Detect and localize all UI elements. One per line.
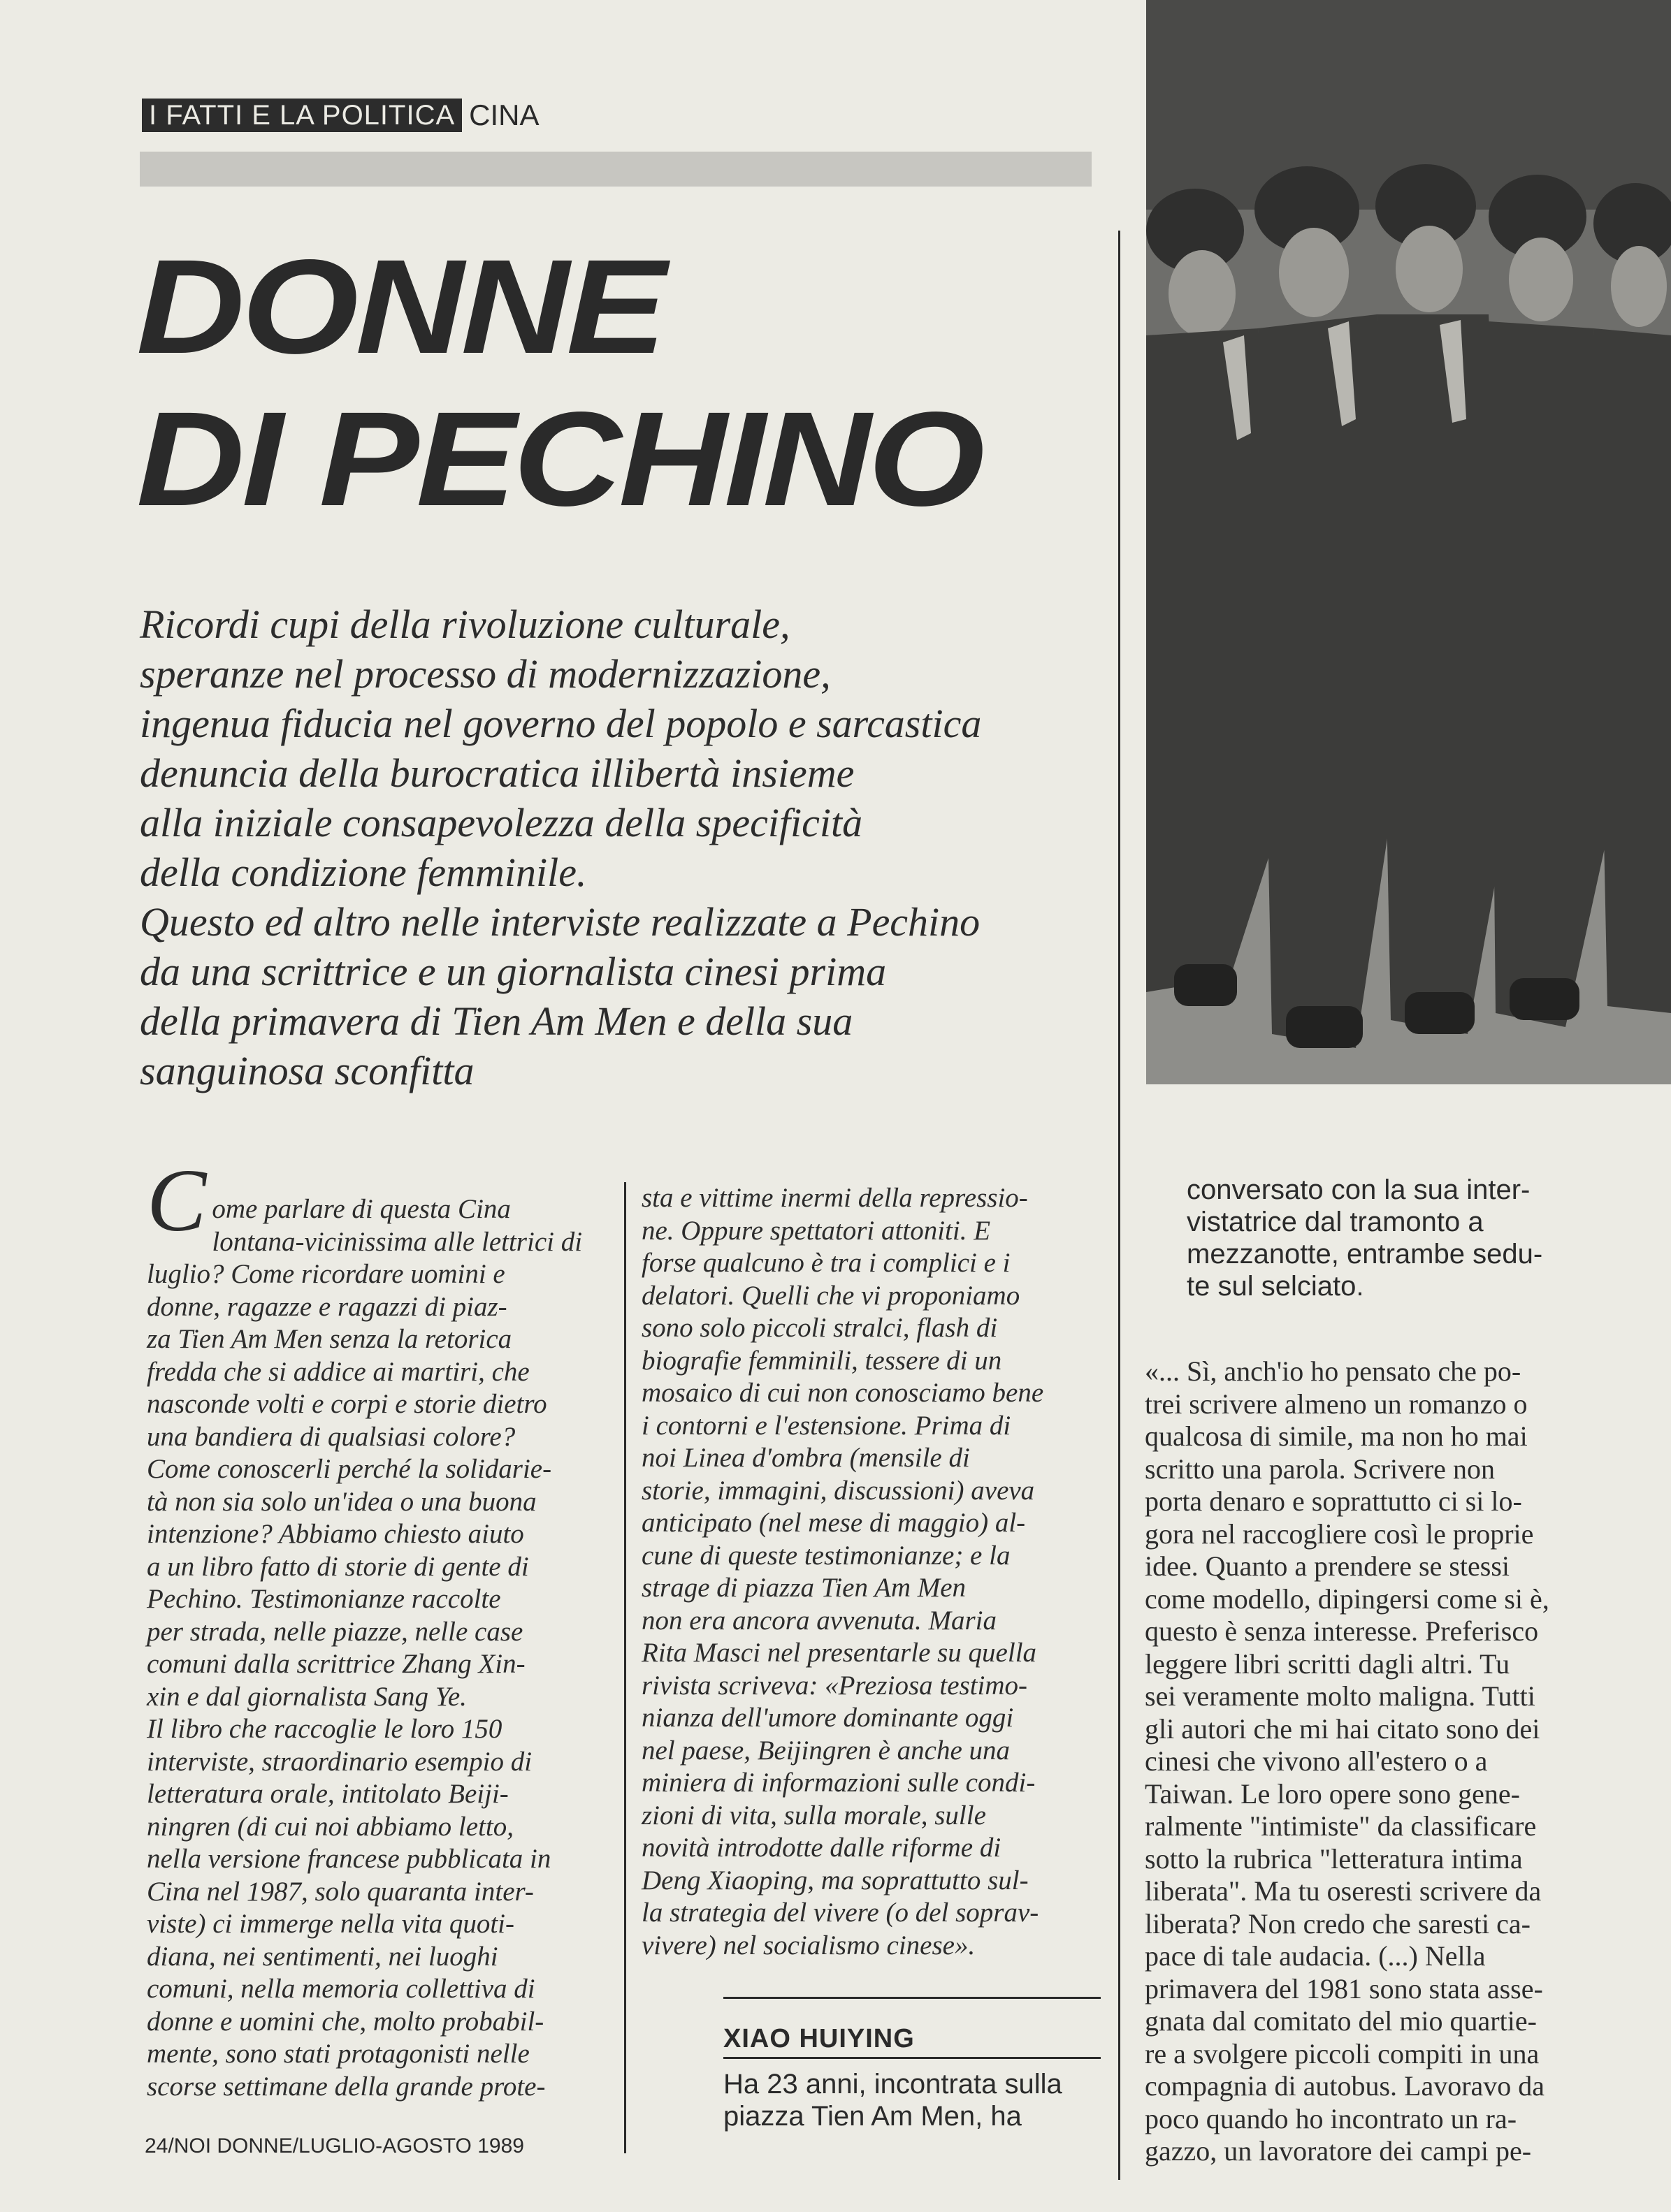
column-2 bbox=[642, 1182, 1103, 1962]
body-line: una bandiera di qualsiasi colore? bbox=[147, 1421, 516, 1452]
column-1 bbox=[147, 1151, 601, 2103]
body-line: nella versione francese pubblicata in bbox=[147, 1844, 551, 1874]
body-line: compagnia di autobus. Lavoravo da bbox=[1145, 2070, 1545, 2102]
body-line: a un libro fatto di storie di gente di bbox=[147, 1551, 529, 1582]
dek-line: sanguinosa sconfitta bbox=[140, 1048, 475, 1093]
body-line: mosaico di cui non conosciamo bene bbox=[642, 1378, 1044, 1408]
body-line: storie, immagini, discussioni) aveva bbox=[642, 1475, 1035, 1506]
headline-line-2: DI PECHINO bbox=[136, 384, 982, 534]
body-line: scritto una parola. Scrivere non bbox=[1145, 1453, 1495, 1485]
section-header bbox=[142, 98, 540, 133]
body-line: i contorni e l'estensione. Prima di bbox=[642, 1410, 1011, 1441]
intro-line: te sul selciato. bbox=[1187, 1271, 1364, 1302]
body-line: vivere) nel socialismo cinese». bbox=[642, 1930, 976, 1960]
body-line: forse qualcuno è tra i complici e i bbox=[642, 1248, 1011, 1278]
dek-line: denuncia della burocratica illibertà insieme bbox=[140, 750, 855, 796]
body-line: comuni dalla scrittrice Zhang Xin- bbox=[147, 1649, 526, 1679]
body-line: scorse settimane della grande prote- bbox=[147, 2071, 546, 2102]
intro-line: conversato con la sua inter- bbox=[1187, 1174, 1531, 1205]
body-line: gnata dal comitato del mio quartie- bbox=[1145, 2005, 1537, 2037]
body-line: qualcosa di simile, ma non ho mai bbox=[1145, 1420, 1528, 1452]
column-3 bbox=[1145, 1355, 1606, 2168]
body-line: ome parlare di questa Cina bbox=[212, 1194, 511, 1224]
body-line: pace di tale audacia. (...) Nella bbox=[1145, 1940, 1486, 1972]
soldiers-photo bbox=[1146, 0, 1671, 1084]
body-line: mente, sono stati protagonisti nelle bbox=[147, 2039, 530, 2069]
page-footer: 24/NOI DONNE/LUGLIO-AGOSTO 1989 bbox=[145, 2134, 524, 2158]
body-line: primavera del 1981 sono stata asse- bbox=[1145, 1972, 1543, 2004]
intro-line: vistatrice dal tramonto a bbox=[1187, 1207, 1484, 1237]
body-line: lontana-vicinissima alle lettrici di bbox=[212, 1226, 583, 1257]
header-gray-bar bbox=[140, 152, 1092, 187]
body-line: trei scrivere almeno un romanzo o bbox=[1145, 1388, 1528, 1420]
body-line: porta denaro e soprattutto ci si lo- bbox=[1145, 1485, 1522, 1517]
dek-line: della primavera di Tien Am Men e della sua bbox=[140, 998, 853, 1044]
body-line: Taiwan. Le loro opere sono gene- bbox=[1145, 1777, 1520, 1810]
body-line: xin e dal giornalista Sang Ye. bbox=[147, 1681, 467, 1712]
dek bbox=[140, 599, 1104, 1096]
body-line: nianza dell'umore dominante oggi bbox=[642, 1703, 1014, 1733]
interviewee-rule bbox=[723, 2057, 1101, 2059]
column-2-end-rule bbox=[723, 1997, 1101, 1999]
body-line: noi Linea d'ombra (mensile di bbox=[642, 1443, 970, 1473]
body-line: sta e vittime inermi della repressio- bbox=[642, 1183, 1028, 1213]
column-rule-left bbox=[624, 1182, 626, 2153]
interviewee-name: XIAO HUIYING bbox=[723, 2024, 915, 2053]
body-line: idee. Quanto a prendere se stessi bbox=[1145, 1550, 1510, 1582]
body-line: Pechino. Testimonianze raccolte bbox=[147, 1584, 501, 1614]
headline-line-1: DONNE bbox=[136, 231, 664, 381]
body-line: gora nel raccogliere così le proprie bbox=[1145, 1518, 1534, 1550]
section-name: CINA bbox=[469, 99, 540, 131]
body-line: Il libro che raccoglie le loro 150 bbox=[147, 1714, 502, 1744]
body-line: per strada, nelle piazze, nelle case bbox=[147, 1616, 523, 1647]
body-line: intenzione? Abbiamo chiesto aiuto bbox=[147, 1519, 524, 1549]
body-line: luglio? Come ricordare uomini e bbox=[147, 1259, 505, 1289]
body-line: re a svolgere piccoli compiti in una bbox=[1145, 2037, 1540, 2069]
body-line: strage di piazza Tien Am Men bbox=[642, 1573, 967, 1603]
body-line: diana, nei sentimenti, nei luoghi bbox=[147, 1941, 498, 1972]
body-line: Come conoscerli perché la solidarie- bbox=[147, 1454, 552, 1484]
body-line: fredda che si addice ai martiri, che bbox=[147, 1356, 530, 1387]
body-line: za Tien Am Men senza la retorica bbox=[147, 1324, 512, 1354]
body-line: donne, ragazze e ragazzi di piaz- bbox=[147, 1291, 507, 1322]
body-line: Deng Xiaoping, ma soprattutto sul- bbox=[642, 1865, 1029, 1896]
body-line: miniera di informazioni sulle condi- bbox=[642, 1768, 1036, 1798]
body-line: anticipato (nel mese di maggio) al- bbox=[642, 1508, 1026, 1538]
body-line: ralmente "intimiste" da classificare bbox=[1145, 1810, 1537, 1842]
body-line: liberata? Non credo che saresti ca- bbox=[1145, 1907, 1531, 1940]
body-line: sono solo piccoli stralci, flash di bbox=[642, 1313, 998, 1343]
body-line: ningren (di cui noi abbiamo letto, bbox=[147, 1811, 514, 1842]
body-line: cinesi che vivono all'estero o a bbox=[1145, 1745, 1488, 1777]
dek-line: speranze nel processo di modernizzazione, bbox=[140, 651, 831, 697]
body-line: come modello, dipingersi come si è, bbox=[1145, 1582, 1549, 1615]
body-line: novità introdotte dalle riforme di bbox=[642, 1833, 1001, 1863]
body-line: nasconde volti e corpi e storie dietro bbox=[147, 1389, 547, 1419]
body-line: biografie femminili, tessere di un bbox=[642, 1345, 1002, 1376]
body-line: sotto la rubrica "letteratura intima bbox=[1145, 1842, 1523, 1875]
dek-line: Questo ed altro nelle interviste realizzate a Pechino bbox=[140, 899, 981, 945]
dek-line: ingenua fiducia nel governo del popolo e sarcastica bbox=[140, 701, 982, 746]
body-line: rivista scriveva: «Preziosa testimo- bbox=[642, 1670, 1028, 1701]
intro-line: piazza Tien Am Men, ha bbox=[723, 2101, 1022, 2132]
soldiers-photo-illustration bbox=[1146, 0, 1671, 1084]
drop-cap: C bbox=[147, 1151, 207, 1250]
body-line: ne. Oppure spettatori attoniti. E bbox=[642, 1215, 991, 1246]
intro-line: mezzanotte, entrambe sedu- bbox=[1187, 1239, 1543, 1269]
dek-line: della condizione femminile. bbox=[140, 850, 587, 895]
body-line: nel paese, Beijingren è anche una bbox=[642, 1735, 1011, 1766]
dek-line: da una scrittrice e un giornalista cinesi prima bbox=[140, 949, 887, 994]
section-tag: I FATTI E LA POLITICA bbox=[142, 99, 462, 132]
body-line: poco quando ho incontrato un ra- bbox=[1145, 2102, 1517, 2134]
interview-intro-part2 bbox=[1187, 1174, 1620, 1302]
headline bbox=[136, 231, 982, 535]
body-line: gazzo, un lavoratore dei campi pe- bbox=[1145, 2135, 1532, 2167]
body-line: delatori. Quelli che vi proponiamo bbox=[642, 1280, 1020, 1311]
body-line: Cina nel 1987, solo quaranta inter- bbox=[147, 1876, 534, 1907]
interview-intro-part1 bbox=[723, 2068, 1115, 2132]
body-line: zioni di vita, sulla morale, sulle bbox=[642, 1800, 986, 1831]
body-line: interviste, straordinario esempio di bbox=[147, 1746, 533, 1777]
body-line: «... Sì, anch'io ho pensato che po- bbox=[1145, 1355, 1521, 1387]
dek-line: Ricordi cupi della rivoluzione culturale, bbox=[140, 602, 790, 647]
intro-line: Ha 23 anni, incontrata sulla bbox=[723, 2069, 1062, 2100]
body-line: leggere libri scritti dagli altri. Tu bbox=[1145, 1647, 1510, 1680]
body-line: sei veramente molto maligna. Tutti bbox=[1145, 1680, 1535, 1712]
body-line: questo è senza interesse. Preferisco bbox=[1145, 1615, 1539, 1647]
dek-line: alla iniziale consapevolezza della specificità bbox=[140, 800, 863, 845]
body-line: gli autori che mi hai citato sono dei bbox=[1145, 1712, 1540, 1745]
body-line: Rita Masci nel presentarle su quella bbox=[642, 1638, 1037, 1668]
body-line: la strategia del vivere (o del soprav- bbox=[642, 1898, 1039, 1928]
body-line: donne e uomini che, molto probabil- bbox=[147, 2006, 544, 2037]
body-line: non era ancora avvenuta. Maria bbox=[642, 1605, 997, 1636]
body-line: letteratura orale, intitolato Beiji- bbox=[147, 1779, 509, 1809]
body-line: tà non sia solo un'idea o una buona bbox=[147, 1486, 537, 1517]
body-line: cune di queste testimonianze; e la bbox=[642, 1540, 1011, 1571]
body-line: liberata". Ma tu oseresti scrivere da bbox=[1145, 1875, 1542, 1907]
body-line: comuni, nella memoria collettiva di bbox=[147, 1974, 535, 2004]
body-line: viste) ci immerge nella vita quoti- bbox=[147, 1909, 514, 1939]
column-rule-right bbox=[1118, 231, 1120, 2180]
